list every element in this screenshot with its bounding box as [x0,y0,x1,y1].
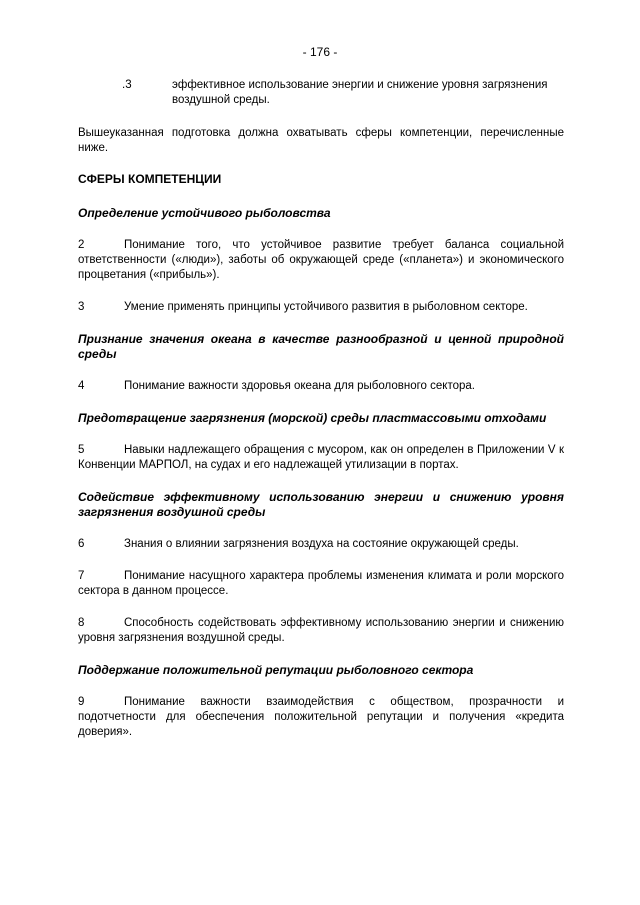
topic-heading-energy-efficiency: Содействие эффективному использованию энергии и снижению уровня загрязнения воздушной среды [78,490,564,519]
topic-heading-plastic-pollution: Предотвращение загрязнения (морской) среды пластмассовыми отходами [78,411,547,425]
competence-number: 6 [78,538,85,550]
topic-heading-reputation: Поддержание положительной репутации рыболовного сектора [78,663,474,677]
competence-text: Знания о влиянии загрязнения воздуха на состояние окружающей среды. [124,538,519,550]
competence-item [78,379,564,394]
competence-item [78,300,564,315]
intro-subitem-text: эффективное использование энергии и снижение уровня загрязнения воздушной среды. [172,79,548,106]
page-number: - 176 - [302,45,338,59]
topic-heading-ocean-value: Признание значения океана в качестве разнообразной и ценной природной среды [78,332,564,361]
competence-number: 3 [78,301,85,313]
competence-number: 4 [78,380,85,392]
competence-number: 8 [78,617,85,629]
competence-item [78,537,564,552]
competence-number: 7 [78,570,85,582]
competence-text: Понимание важности здоровья океана для рыболовного сектора. [124,380,475,392]
intro-subitem-number: .3 [122,79,132,91]
competence-number: 9 [78,696,85,708]
competence-text: Понимание того, что устойчивое развитие требует баланса социальной ответственности («люди»), заботы об окружающей среде («планета») и экономического процветания («прибыль»). [78,239,564,281]
intro-paragraph: Вышеуказанная подготовка должна охватывать сферы компетенции, перечисленные ниже. [78,127,564,154]
document-body [78,78,564,757]
competence-item [78,569,564,599]
competence-item [78,695,564,740]
competence-text: Умение применять принципы устойчивого развития в рыболовном секторе. [124,301,528,313]
competence-item [78,443,564,473]
competence-item [78,238,564,283]
competence-number: 2 [78,239,85,251]
competence-item [78,616,564,646]
intro-subitem [78,78,564,108]
section-title: СФЕРЫ КОМПЕТЕНЦИИ [78,172,222,186]
competence-number: 5 [78,444,85,456]
competence-text: Понимание важности взаимодействия с обществом, прозрачности и подотчетности для обеспечения положительной репутации и получения «кредита доверия». [78,696,564,738]
competence-text: Навыки надлежащего обращения с мусором, как он определен в Приложении V к Конвенции МАРПОЛ, на судах и его надлежащей утилизации в портах. [78,444,564,471]
topic-heading-sustainable-fishing: Определение устойчивого рыболовства [78,206,331,220]
competence-text: Понимание насущного характера проблемы изменения климата и роли морского сектора в данном процессе. [78,570,564,597]
competence-text: Способность содействовать эффективному использованию энергии и снижению уровня загрязнения воздушной среды. [78,617,564,644]
